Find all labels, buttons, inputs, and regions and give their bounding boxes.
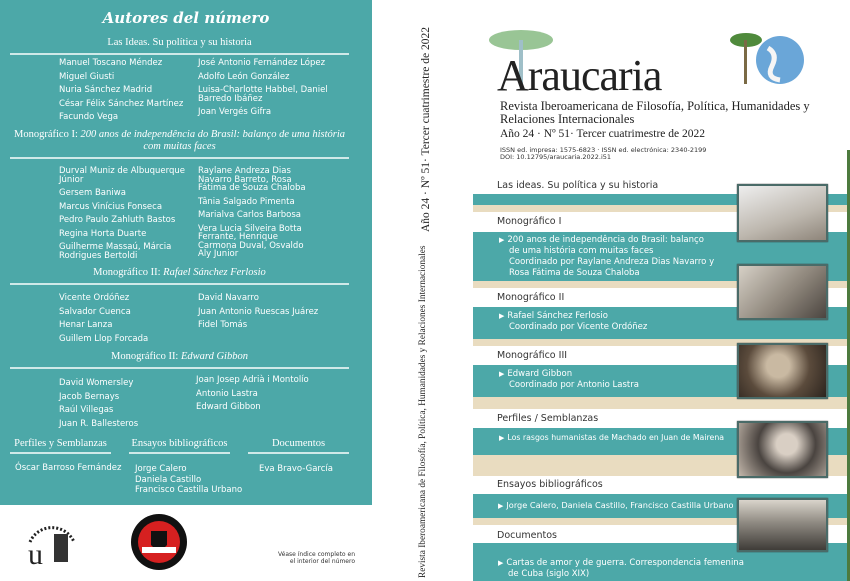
author-column-right [198, 167, 316, 264]
author-column-left [59, 167, 189, 265]
section-heading: Documentos [497, 530, 557, 541]
author: Tânia Salgado Pimenta [198, 196, 295, 207]
author: Nuria Sánchez Madrid [59, 85, 153, 95]
svg-text:u: u [28, 538, 43, 570]
author: Marcus Vinícius Fonseca [59, 201, 163, 212]
author: Guilherme Massaú, Márcia Rodrigues Bertoldi [59, 242, 172, 261]
section-label: Monográfico I: [14, 129, 78, 140]
globe-icon [728, 30, 812, 85]
entry-line: Rosa Fátima de Souza Chaloba [509, 268, 640, 279]
author: Henar Lanza [59, 320, 113, 330]
issn-info [500, 147, 706, 161]
author: Jorge Calero [135, 464, 187, 474]
author: David Navarro [198, 293, 259, 303]
entry-line: Coordinado por Antonio Lastra [509, 380, 639, 391]
section-heading: Monográfico I [497, 216, 562, 227]
play-triangle-icon: ▶ [499, 312, 505, 320]
author: Fidel Tomás [198, 320, 248, 330]
play-triangle-icon: ▶ [499, 370, 505, 378]
section-ideas-heading [10, 37, 349, 55]
entry-line: de uma história com muitas faces [509, 246, 654, 257]
author-column-right [196, 376, 309, 417]
author: Gersem Baniwa [59, 188, 126, 198]
author: Raylane Andreza Dias Navarro Barreto, Rosa Fátima de Souza Chaloba [198, 166, 306, 193]
play-triangle-icon: ▶ [498, 502, 504, 510]
front-cover [473, 0, 850, 581]
battle-engraving-image [737, 498, 828, 552]
index-note [260, 551, 355, 565]
author: Raúl Villegas [59, 405, 114, 415]
author: Juan Antonio Ruescas Juárez [198, 306, 319, 317]
author: Joan Vergés Gifra [198, 107, 272, 117]
author: Durval Muniz de Albuquerque Júnior [59, 166, 186, 185]
author: Joan Josep Adrià i Montolío [196, 375, 309, 385]
perfiles-heading: Perfiles y Semblanzas [10, 438, 111, 454]
spine [372, 0, 472, 581]
play-triangle-icon: ▶ [498, 559, 504, 567]
author: Jacob Bernays [59, 391, 120, 402]
entry-line: Cartas de amor y de guerra. Correspondencia femenina [506, 558, 744, 568]
author-column-left [59, 59, 183, 127]
perfiles-authors [15, 464, 122, 478]
author: Vera Lucia Silveira Botta Ferrante, Henrique Carmona Duval, Osvaldo Aly Junior [198, 223, 304, 259]
entry-line: Los rasgos humanistas de Machado en Juan de Mairena [507, 433, 725, 442]
author-column-right [198, 59, 328, 122]
toc-entry[interactable] [499, 369, 639, 391]
author: David Womersley [59, 378, 134, 388]
section-mono1-heading [10, 129, 349, 159]
ensayos-heading: Ensayos bibliográficos [129, 438, 230, 454]
toc-entry[interactable] [498, 558, 744, 580]
section-subtitle: Edward Gibbon [180, 351, 248, 362]
section-heading: Monográfico III [497, 350, 568, 361]
author: César Félix Sánchez Martínez [59, 98, 184, 109]
author: Pedro Paulo Zahluth Bastos [59, 215, 176, 225]
toc-entry[interactable] [499, 235, 714, 279]
ferlosio-portrait [737, 264, 828, 320]
machado-portrait [737, 421, 828, 478]
entry-line: Rafael Sánchez Ferlosio [507, 311, 608, 321]
author-column-left [59, 379, 138, 433]
brazil-flag-chair-image [737, 184, 828, 242]
ensayos-authors [135, 465, 242, 500]
author-column-left [59, 294, 148, 348]
author: José Antonio Fernández López [198, 58, 326, 68]
note-line: el interior del número [289, 558, 355, 566]
author-column-right [198, 294, 318, 335]
section-mono2-heading [10, 267, 349, 285]
toc-entry[interactable] [499, 433, 724, 443]
author: Miguel Giusti [59, 71, 115, 82]
universidad-libre-logo [130, 513, 188, 571]
entry-line: de Cuba (siglo XIX) [508, 569, 590, 580]
author: Juan R. Ballesteros [59, 418, 139, 429]
universidad-sevilla-logo [22, 512, 82, 570]
section-subtitle: Rafael Sánchez Ferlosio [163, 267, 266, 278]
play-triangle-icon: ▶ [499, 236, 505, 244]
spine-issue: Año 24 · Nº 51· Tercer cuatrimestre de 2022 [420, 26, 432, 232]
author: Eva Bravo-García [259, 464, 333, 474]
doi: DOI: 10.12795/araucaria.2022.i51 [500, 153, 612, 162]
journal-brand: Araucaria [497, 51, 662, 100]
author: Daniela Castillo [135, 474, 202, 485]
section-heading: Perfiles / Semblanzas [497, 413, 599, 424]
author: Luisa-Charlotte Habbel, Daniel Barredo Ibáñez [198, 85, 328, 104]
author: Guillem Llop Forcada [59, 333, 149, 344]
entry-line: Edward Gibbon [507, 369, 573, 379]
author: Regina Horta Duarte [59, 228, 147, 239]
author: Vicente Ordóñez [59, 293, 130, 303]
authors-title: Autores del número [102, 9, 270, 27]
toc-entry[interactable] [498, 500, 734, 511]
gibbon-portrait [737, 343, 828, 399]
author: Adolfo León González [198, 71, 290, 82]
section-heading: Ensayos bibliográficos [497, 479, 603, 490]
entry-line: Jorge Calero, Daniela Castillo, Francisco Castilla Urbano [506, 500, 734, 510]
author: Antonio Lastra [196, 388, 258, 399]
section-heading: Monográfico II [497, 292, 565, 303]
section-label: Monográfico II: [111, 351, 179, 362]
section-subtitle: 200 anos de independência do Brasil: balanço de uma história com muitas faces [80, 129, 345, 153]
play-triangle-icon: ▶ [499, 434, 505, 442]
author: Marialva Carlos Barbosa [198, 210, 302, 220]
section-label: Las Ideas. Su política y su historia [107, 37, 252, 48]
issue-label: Año 24 · Nº 51· Tercer cuatrimestre de 2022 [500, 128, 706, 140]
author: Facundo Vega [59, 112, 119, 122]
author: Francisco Castilla Urbano [135, 485, 243, 495]
entry-line: Coordinado por Raylane Andreza Dias Navarro y [509, 257, 715, 268]
entry-line: 200 anos de independência do Brasil: balanço [507, 235, 704, 245]
section-label: Monográfico II: [93, 267, 161, 278]
note-line: Véase índice completo en [278, 551, 355, 558]
author: Salvador Cuenca [59, 306, 131, 317]
author: Manuel Toscano Méndez [59, 58, 163, 68]
documentos-heading: Documentos [248, 438, 349, 454]
entry-line: Coordinado por Vicente Ordóñez [509, 322, 648, 333]
section-heading: Las ideas. Su política y su historia [497, 180, 659, 191]
documentos-authors [259, 465, 333, 479]
section-mono3-heading [10, 351, 349, 369]
author: Óscar Barroso Fernández [15, 463, 122, 473]
author: Edward Gibbon [196, 402, 261, 412]
back-cover-panel [0, 0, 372, 505]
issn: ISSN ed. impresa: 1575-6823 · ISSN ed. electrónica: 2340-2199 [500, 146, 707, 154]
toc-entry[interactable] [499, 311, 647, 333]
journal-subtitle: Revista Iberoamericana de Filosofía, Política, Humanidades y Relaciones Internacionales [500, 99, 810, 126]
spine-journal: Revista Iberoamericana de Filosofía, Política, Humanidades y Relaciones Internacionales [418, 245, 428, 578]
